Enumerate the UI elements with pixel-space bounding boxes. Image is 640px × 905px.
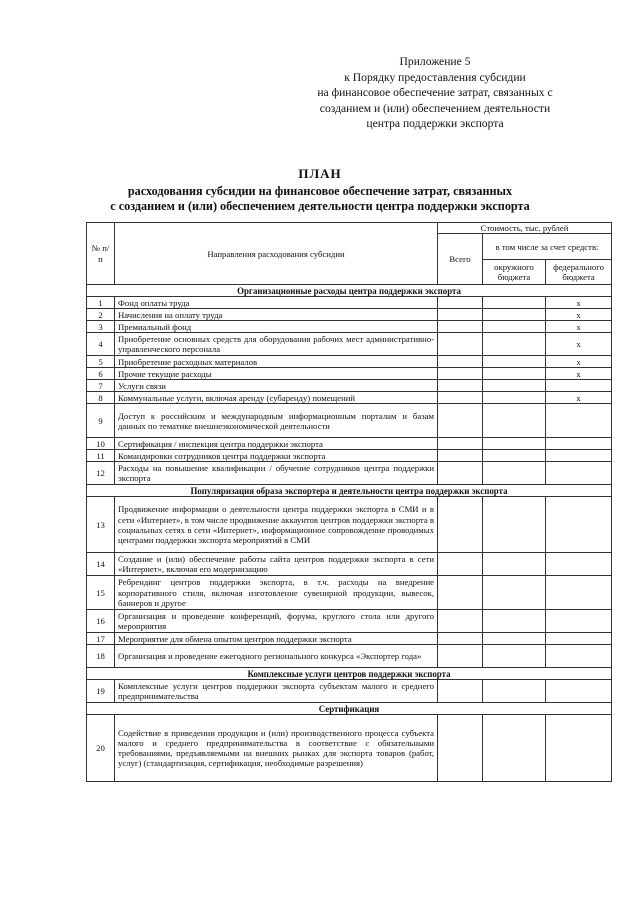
- row-description: Коммунальные услуги, включая аренду (субаренду) помещений: [115, 392, 438, 404]
- row-district-value: [483, 680, 546, 703]
- row-federal-value: [546, 450, 612, 462]
- row-district-value: [483, 333, 546, 356]
- row-total-value: [438, 680, 483, 703]
- row-federal-value: x: [546, 356, 612, 368]
- header-num: № п/п: [87, 223, 115, 285]
- row-district-value: [483, 309, 546, 321]
- annex-line: Приложение 5: [399, 55, 471, 68]
- table-row: [87, 553, 612, 576]
- row-description: Прочие текущие расходы: [115, 368, 438, 380]
- annex-line: на финансовое обеспечение затрат, связанных с: [317, 86, 553, 100]
- section-header-row: [87, 668, 612, 680]
- row-number: 13: [87, 497, 115, 553]
- row-federal-value: [546, 438, 612, 450]
- row-federal-value: x: [546, 368, 612, 380]
- table-row: [87, 333, 612, 356]
- table-row: [87, 610, 612, 633]
- row-federal-value: [546, 380, 612, 392]
- row-federal-value: x: [546, 309, 612, 321]
- row-total-value: [438, 333, 483, 356]
- row-district-value: [483, 610, 546, 633]
- row-district-value: [483, 715, 546, 782]
- row-federal-value: [546, 610, 612, 633]
- section-title: Сертификация: [87, 703, 612, 715]
- row-district-value: [483, 392, 546, 404]
- row-district-value: [483, 356, 546, 368]
- row-number: 12: [87, 462, 115, 485]
- row-description: Премиальный фонд: [115, 321, 438, 333]
- annex-line: к Порядку предоставления субсидии: [344, 70, 526, 84]
- row-number: 1: [87, 297, 115, 309]
- row-total-value: [438, 645, 483, 668]
- title-line: расходования субсидии на финансовое обеспечение затрат, связанных: [127, 183, 513, 198]
- row-description: Создание и (или) обеспечение работы сайта центров поддержки экспорта в сети «Интернет», включая его модернизацию: [115, 553, 438, 576]
- row-description: Расходы на повышение квалификации / обучение сотрудников центра поддержки экспорта: [115, 462, 438, 485]
- row-number: 10: [87, 438, 115, 450]
- row-number: 19: [87, 680, 115, 703]
- row-description: Фонд оплаты труда: [115, 297, 438, 309]
- title-line: с созданием и (или) обеспечением деятельности центра поддержки экспорта: [110, 199, 530, 213]
- row-number: 14: [87, 553, 115, 576]
- table-row: [87, 715, 612, 782]
- annex-block: [300, 54, 570, 132]
- row-total-value: [438, 392, 483, 404]
- row-description: Приобретение основных средств для оборудования рабочих мест административно-управленческого персонала: [115, 333, 438, 356]
- row-total-value: [438, 462, 483, 485]
- header-cost: Стоимость, тыс. рублей: [438, 223, 612, 234]
- table-row: [87, 438, 612, 450]
- row-number: 2: [87, 309, 115, 321]
- table-row: [87, 680, 612, 703]
- document-title: [80, 166, 560, 215]
- section-header-row: [87, 703, 612, 715]
- row-description: Сертификация / инспекция центра поддержки экспорта: [115, 438, 438, 450]
- table-row: [87, 392, 612, 404]
- table-row: [87, 368, 612, 380]
- section-title: Комплексные услуги центров поддержки экспорта: [87, 668, 612, 680]
- row-district-value: [483, 404, 546, 438]
- row-number: 9: [87, 404, 115, 438]
- row-district-value: [483, 321, 546, 333]
- row-total-value: [438, 368, 483, 380]
- row-federal-value: [546, 576, 612, 610]
- table-row: [87, 309, 612, 321]
- header-direction: Направления расходования субсидии: [115, 223, 438, 285]
- row-number: 18: [87, 645, 115, 668]
- table-row: [87, 576, 612, 610]
- row-description: Организация и проведение конференций, форума, круглого стола или другого мероприятия: [115, 610, 438, 633]
- row-description: Мероприятие для обмена опытом центров поддержки экспорта: [115, 633, 438, 645]
- annex-line: созданием и (или) обеспечением деятельности: [319, 101, 551, 115]
- row-district-value: [483, 645, 546, 668]
- row-federal-value: x: [546, 333, 612, 356]
- row-total-value: [438, 297, 483, 309]
- row-federal-value: x: [546, 297, 612, 309]
- header-district: окружного бюджета: [483, 260, 546, 285]
- section-header-row: [87, 485, 612, 497]
- row-total-value: [438, 715, 483, 782]
- row-district-value: [483, 553, 546, 576]
- row-federal-value: [546, 715, 612, 782]
- row-number: 8: [87, 392, 115, 404]
- row-number: 15: [87, 576, 115, 610]
- row-description: Услуги связи: [115, 380, 438, 392]
- plan-table-body: [87, 285, 612, 782]
- table-row: [87, 321, 612, 333]
- row-district-value: [483, 576, 546, 610]
- header-including: в том числе за счет средств:: [483, 234, 612, 260]
- row-district-value: [483, 497, 546, 553]
- row-total-value: [438, 576, 483, 610]
- row-district-value: [483, 462, 546, 485]
- row-federal-value: [546, 645, 612, 668]
- table-row: [87, 645, 612, 668]
- section-title: Популяризация образа экспортера и деятельности центра поддержки экспорта: [87, 485, 612, 497]
- row-federal-value: x: [546, 392, 612, 404]
- row-description: Начисления на оплату труда: [115, 309, 438, 321]
- row-number: 17: [87, 633, 115, 645]
- row-district-value: [483, 438, 546, 450]
- row-number: 7: [87, 380, 115, 392]
- row-description: Ребрендинг центров поддержки экспорта, в т.ч. расходы на внедрение корпоративного стиля, включая изготовление сувенирной продукции, вывесок, баннеров и другое: [115, 576, 438, 610]
- header-federal: федерального бюджета: [546, 260, 612, 285]
- annex-line: центра поддержки экспорта: [366, 117, 504, 131]
- row-total-value: [438, 553, 483, 576]
- table-row: [87, 380, 612, 392]
- row-total-value: [438, 321, 483, 333]
- row-federal-value: [546, 633, 612, 645]
- row-description: Командировки сотрудников центра поддержки экспорта: [115, 450, 438, 462]
- row-district-value: [483, 633, 546, 645]
- row-federal-value: [546, 497, 612, 553]
- row-federal-value: [546, 462, 612, 485]
- row-number: 20: [87, 715, 115, 782]
- row-description: Содействие в приведении продукции и (или) производственного процесса субъекта малого и среднего предпринимательства в соответствие с обязательными требованиями, предъявляемыми на внешних рынках для экспорта товаров (работ, услуг) (стандартизация, сертификация, необходимые разрешения): [115, 715, 438, 782]
- row-total-value: [438, 450, 483, 462]
- row-district-value: [483, 368, 546, 380]
- row-total-value: [438, 438, 483, 450]
- row-description: Продвижение информации о деятельности центра поддержки экспорта в СМИ и в сети «Интернет», в том числе продвижение аккаунтов центров поддержки экспорта в социальных сетях в сети «Интернет», информационное сопровождение проводимых центрами поддержки экспорта мероприятий в СМИ: [115, 497, 438, 553]
- table-row: [87, 633, 612, 645]
- row-description: Комплексные услуги центров поддержки экспорта субъектам малого и среднего предпринимательства: [115, 680, 438, 703]
- row-federal-value: [546, 680, 612, 703]
- row-district-value: [483, 297, 546, 309]
- section-title: Организационные расходы центра поддержки экспорта: [87, 285, 612, 297]
- row-description: Доступ к российским и международным информационным порталам и базам данных по тематике внешнеэкономической деятельности: [115, 404, 438, 438]
- title-heading: ПЛАН: [298, 166, 342, 181]
- row-number: 11: [87, 450, 115, 462]
- table-row: [87, 297, 612, 309]
- row-total-value: [438, 404, 483, 438]
- table-row: [87, 450, 612, 462]
- row-federal-value: [546, 553, 612, 576]
- table-row: [87, 404, 612, 438]
- table-row: [87, 356, 612, 368]
- row-number: 16: [87, 610, 115, 633]
- row-description: Организация и проведение ежегодного регионального конкурса «Экспортер года»: [115, 645, 438, 668]
- row-number: 4: [87, 333, 115, 356]
- row-description: Приобретение расходных материалов: [115, 356, 438, 368]
- row-total-value: [438, 497, 483, 553]
- row-number: 3: [87, 321, 115, 333]
- header-total: Всего: [438, 234, 483, 285]
- row-total-value: [438, 380, 483, 392]
- row-district-value: [483, 380, 546, 392]
- row-total-value: [438, 309, 483, 321]
- row-total-value: [438, 610, 483, 633]
- row-federal-value: [546, 404, 612, 438]
- row-district-value: [483, 450, 546, 462]
- table-row: [87, 497, 612, 553]
- plan-table: [86, 222, 612, 782]
- row-number: 5: [87, 356, 115, 368]
- row-federal-value: x: [546, 321, 612, 333]
- section-header-row: [87, 285, 612, 297]
- table-row: [87, 462, 612, 485]
- row-total-value: [438, 356, 483, 368]
- row-total-value: [438, 633, 483, 645]
- row-number: 6: [87, 368, 115, 380]
